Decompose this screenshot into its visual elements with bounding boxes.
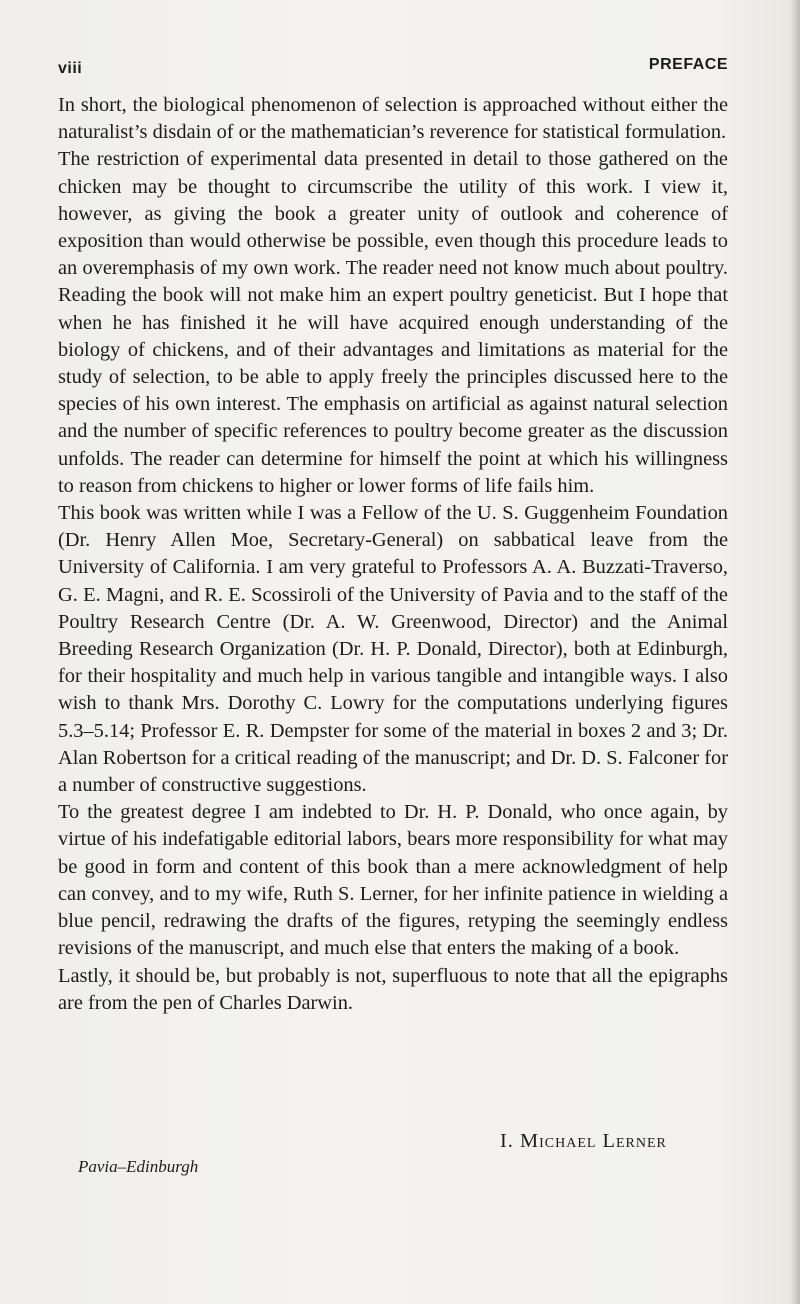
- body-text: [58, 92, 728, 1017]
- paragraph: Lastly, it should be, but probably is not, superfluous to note that all the epigraphs are from the pen of Charles Darwin.: [58, 964, 728, 1014]
- author-name: I. Michael Lerner: [500, 1130, 667, 1152]
- paragraph: The restriction of experimental data presented in detail to those gathered on the chicken may be thought to circumscribe the utility of this work. I view it, however, as giving the book a greater unity of outlook and coherence of exposition than would otherwise be possible, even though this procedure leads to an overemphasis of my own work. The reader need not know much about poultry. Reading the book will not make him an expert poultry geneticist. But I hope that when he has finished it he will have acquired enough understanding of the biology of chickens, and of their advantages and limitations as material for the study of selection, to be able to apply freely the principles discussed here to the species of his own interest. The emphasis on artificial as against natural selection and the number of specific references to poultry become greater as the discussion unfolds. The reader can determine for himself the point at which his willingness to reason from chickens to higher or lower forms of life fails him.: [58, 148, 728, 497]
- paragraph: This book was written while I was a Fellow of the U. S. Guggenheim Foundation (Dr. Henry Allen Moe, Secretary-General) on sabbatical leave from the University of California. I am very grateful to Professors A. A. Buzzati-Traverso, G. E. Magni, and R. E. Scossiroli of the University of Pavia and to the staff of the Poultry Research Centre (Dr. A. W. Greenwood, Director) and the Animal Breeding Research Organization (Dr. H. P. Donald, Director), both at Edinburgh, for their hospitality and much help in various tangible and intangible ways. I also wish to thank Mrs. Dorothy C. Lowry for the computations underlying figures 5.3–5.14; Professor E. R. Dempster for some of the material in boxes 2 and 3; Dr. Alan Robertson for a critical reading of the manuscript; and Dr. D. S. Falconer for a number of constructive suggestions.: [58, 502, 728, 797]
- running-head: [58, 56, 728, 80]
- page-edge-shadow: [790, 0, 800, 1304]
- section-title: PREFACE: [648, 56, 728, 73]
- paragraph: To the greatest degree I am indebted to Dr. H. P. Donald, who once again, by virtue of his indefatigable editorial labors, bears more responsibility for what may be good in form and content of this book than a mere acknowledgment of help can convey, and to my wife, Ruth S. Lerner, for her infinite patience in wielding a blue pencil, redrawing the drafts of the figures, retyping the seemingly endless revisions of the manuscript, and much else that enters the making of a book.: [58, 801, 728, 960]
- page-number: viii: [58, 60, 83, 77]
- place-line: Pavia–Edinburgh: [78, 1157, 199, 1176]
- author-signature: [500, 1130, 740, 1153]
- paragraph: In short, the biological phenomenon of selection is approached without either the naturalist’s disdain of or the mathematician’s reverence for statistical formulation.: [58, 94, 728, 144]
